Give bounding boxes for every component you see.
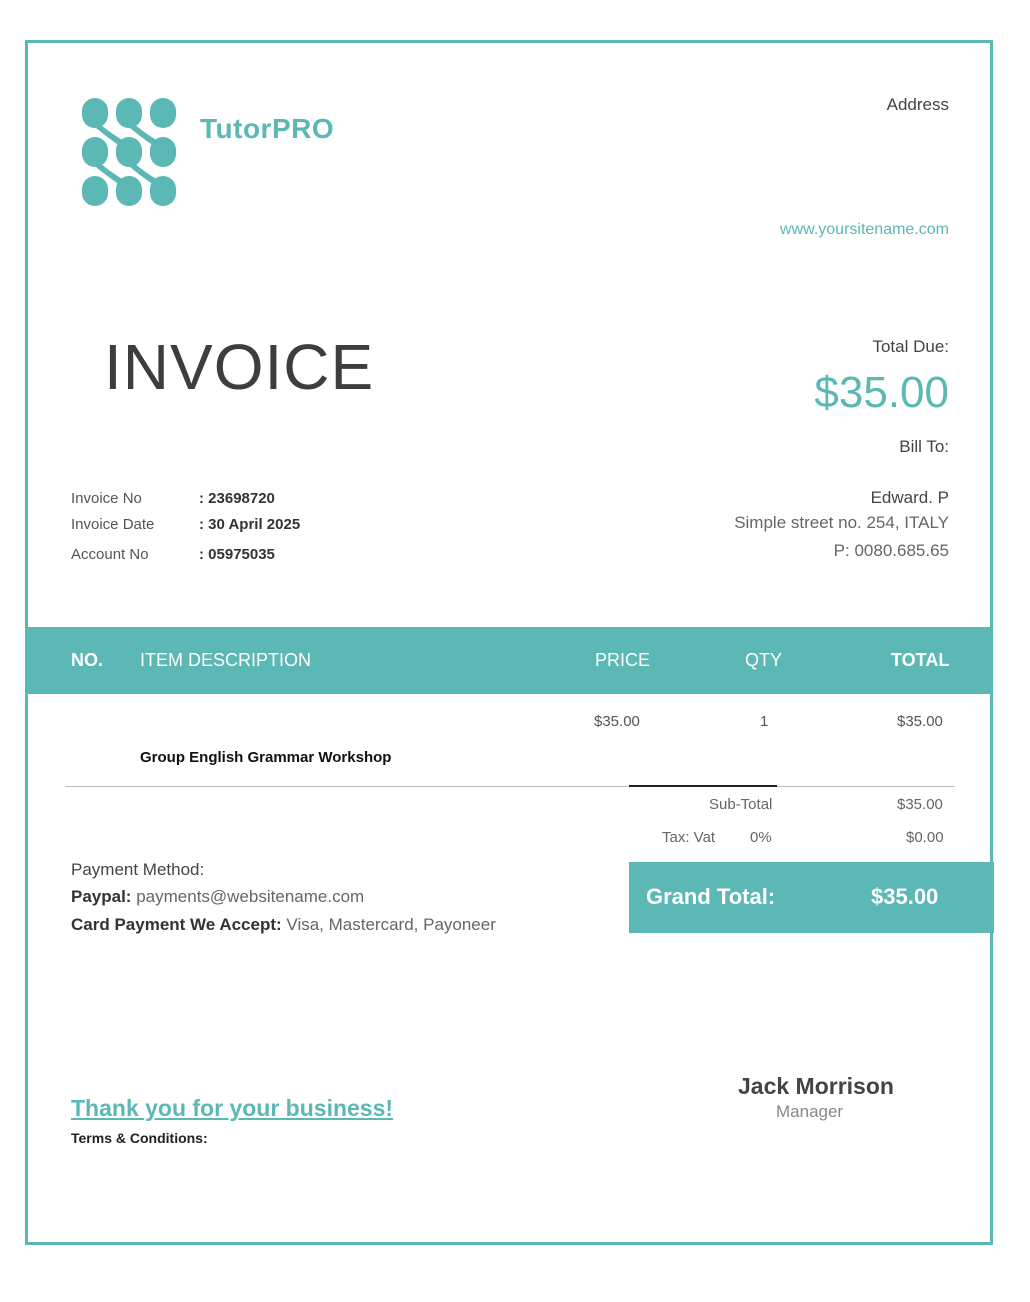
invoice-date-label: Invoice Date	[71, 516, 155, 533]
invoice-no-value: : 23698720	[199, 490, 275, 507]
paypal-line	[71, 887, 364, 907]
tax-rate: 0%	[750, 829, 772, 846]
column-header-total: TOTAL	[891, 650, 950, 670]
column-header-price: PRICE	[595, 650, 651, 670]
table-divider	[65, 786, 955, 787]
tutorpro-logo-icon	[80, 96, 180, 208]
total-due-amount: $35.00	[814, 368, 949, 417]
item-price: $35.00	[594, 713, 640, 730]
signer-name: Jack Morrison	[738, 1073, 894, 1099]
item-total: $35.00	[897, 713, 943, 730]
signer-role: Manager	[776, 1102, 844, 1121]
cards-value: Visa, Mastercard, Payoneer	[286, 915, 496, 934]
brand-name: TutorPRO	[200, 113, 335, 144]
cards-line	[71, 915, 496, 935]
total-due-label: Total Due:	[872, 337, 949, 356]
cards-label: Card Payment We Accept:	[71, 915, 282, 934]
thank-you-message: Thank you for your business!	[71, 1095, 394, 1121]
account-no-label: Account No	[71, 546, 149, 563]
grand-total-box	[629, 862, 994, 933]
account-no-value: : 05975035	[199, 546, 275, 563]
company-website[interactable]: www.yoursitename.com	[780, 221, 949, 238]
grand-total-label: Grand Total:	[646, 884, 776, 909]
subtotal-value: $35.00	[897, 796, 943, 813]
tax-value: $0.00	[906, 829, 944, 846]
bill-to-phone: P: 0080.685.65	[833, 541, 949, 560]
bill-to-label: Bill To:	[899, 437, 949, 456]
column-header-no: NO.	[71, 650, 104, 670]
subtotal-label: Sub-Total	[709, 796, 773, 813]
paypal-email[interactable]: payments@websitename.com	[136, 887, 365, 906]
item-qty: 1	[760, 713, 769, 730]
terms-label: Terms & Conditions:	[71, 1130, 208, 1146]
company-address: Address	[886, 95, 949, 114]
tax-label: Tax: Vat	[662, 829, 716, 846]
summary-divider	[629, 785, 777, 787]
column-header-qty: QTY	[745, 650, 783, 670]
grand-total-value: $35.00	[871, 884, 939, 909]
column-header-description: ITEM DESCRIPTION	[140, 650, 312, 670]
paypal-label: Paypal:	[71, 887, 132, 906]
invoice-date-value: : 30 April 2025	[199, 516, 301, 533]
invoice-title: INVOICE	[104, 331, 375, 403]
invoice-no-label: Invoice No	[71, 490, 142, 507]
bill-to-name: Edward. P	[870, 488, 949, 507]
item-description: Group English Grammar Workshop	[140, 749, 392, 766]
items-table-header	[28, 627, 991, 694]
payment-method-title: Payment Method:	[71, 860, 205, 879]
bill-to-street: Simple street no. 254, ITALY	[734, 513, 949, 532]
